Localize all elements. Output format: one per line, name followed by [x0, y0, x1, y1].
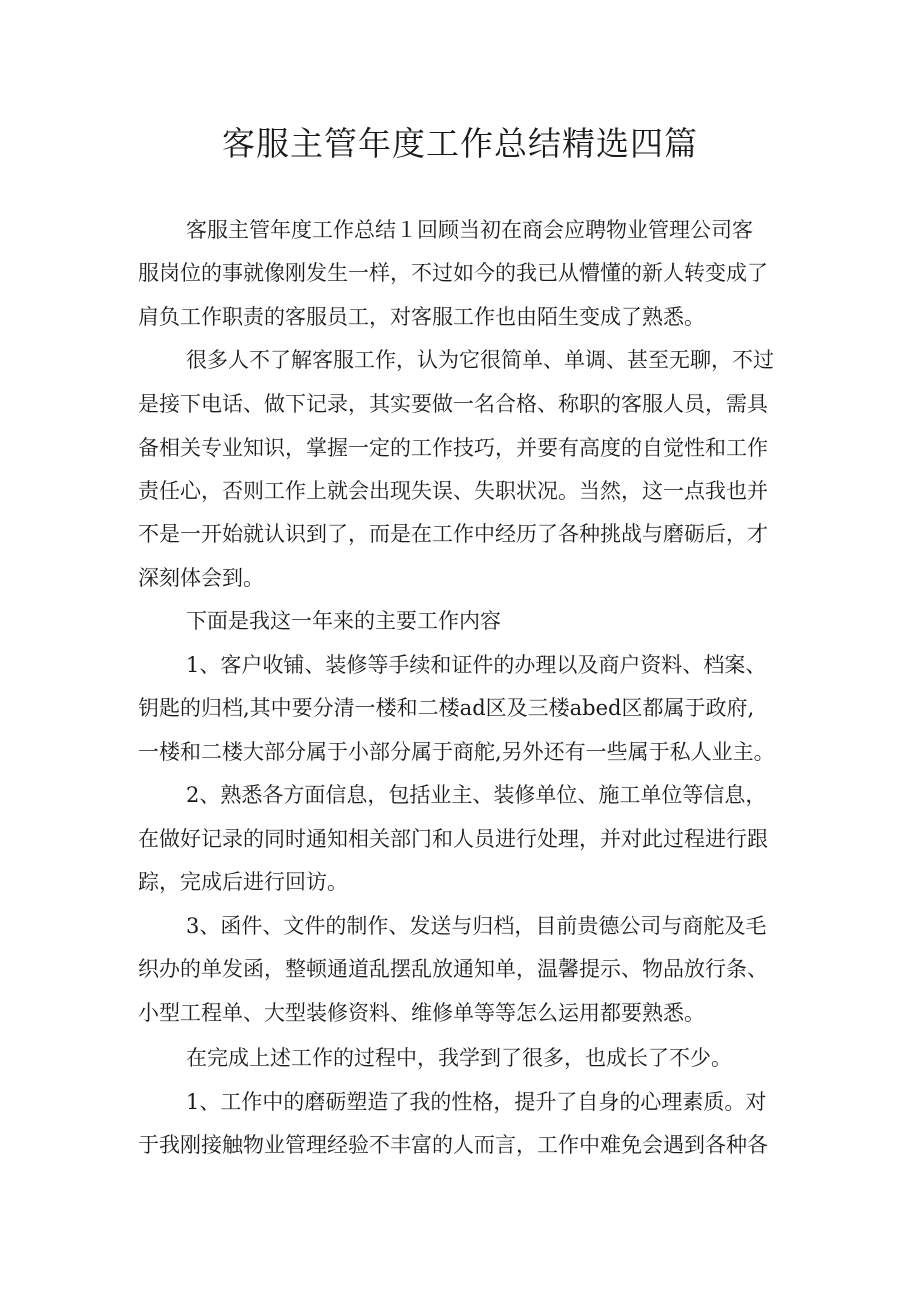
document-title: 客服主管年度工作总结精选四篇 — [222, 124, 698, 163]
paragraph-line: 备相关专业知识，掌握一定的工作技巧，并要有高度的自觉性和工作 — [138, 436, 768, 460]
paragraph-line: 3、函件、文件的制作、发送与归档，目前贵德公司与商舵及毛 — [186, 914, 767, 938]
paragraph-line: 小型工程单、大型装修资料、维修单等等怎么运用都要熟悉。 — [138, 1001, 705, 1025]
paragraph-line: 1、客户收铺、装修等手续和证件的办理以及商户资料、档案、 — [186, 653, 767, 677]
paragraph-line: 在做好记录的同时通知相关部门和人员进行处理，并对此过程进行跟 — [138, 827, 768, 851]
paragraph-line: 肩负工作职责的客服员工，对客服工作也由陌生变成了熟悉。 — [138, 305, 705, 329]
paragraph-line: 服岗位的事就像刚发生一样，不过如今的我已从懵懂的新人转变成了 — [138, 261, 768, 285]
paragraph-line: 下面是我这一年来的主要工作内容 — [186, 609, 501, 633]
paragraph-line: 是接下电话、做下记录，其实要做一名合格、称职的客服人员，需具 — [138, 392, 768, 416]
paragraph-line: 2、熟悉各方面信息，包括业主、装修单位、施工单位等信息， — [186, 783, 767, 807]
paragraph-line: 一楼和二楼大部分属于小部分属于商舵,另外还有一些属于私人业主。 — [138, 740, 775, 764]
paragraph-line: 踪，完成后进行回访。 — [138, 870, 348, 894]
paragraph-line: 责任心，否则工作上就会出现失误、失职状况。当然，这一点我也并 — [138, 479, 768, 503]
paragraph-line: 1、工作中的磨砺塑造了我的性格，提升了自身的心理素质。对 — [186, 1090, 767, 1114]
paragraph-line: 客服主管年度工作总结１回顾当初在商会应聘物业管理公司客 — [186, 218, 753, 242]
paragraph-line: 织办的单发函，整顿通道乱摆乱放通知单，温馨提示、物品放行条、 — [138, 957, 768, 981]
paragraph-line: 在完成上述工作的过程中，我学到了很多，也成长了不少。 — [186, 1046, 732, 1070]
paragraph-line: 于我刚接触物业管理经验不丰富的人而言，工作中难免会遇到各种各 — [138, 1133, 768, 1157]
paragraph-line: 不是一开始就认识到了，而是在工作中经历了各种挑战与磨砺后，才 — [138, 522, 768, 546]
paragraph-line: 很多人不了解客服工作，认为它很简单、单调、甚至无聊，不过 — [186, 348, 774, 372]
paragraph-line: 深刻体会到。 — [138, 566, 264, 590]
paragraph-line: 钥匙的归档,其中要分清一楼和二楼ad区及三楼abed区都属于政府, — [138, 696, 755, 720]
